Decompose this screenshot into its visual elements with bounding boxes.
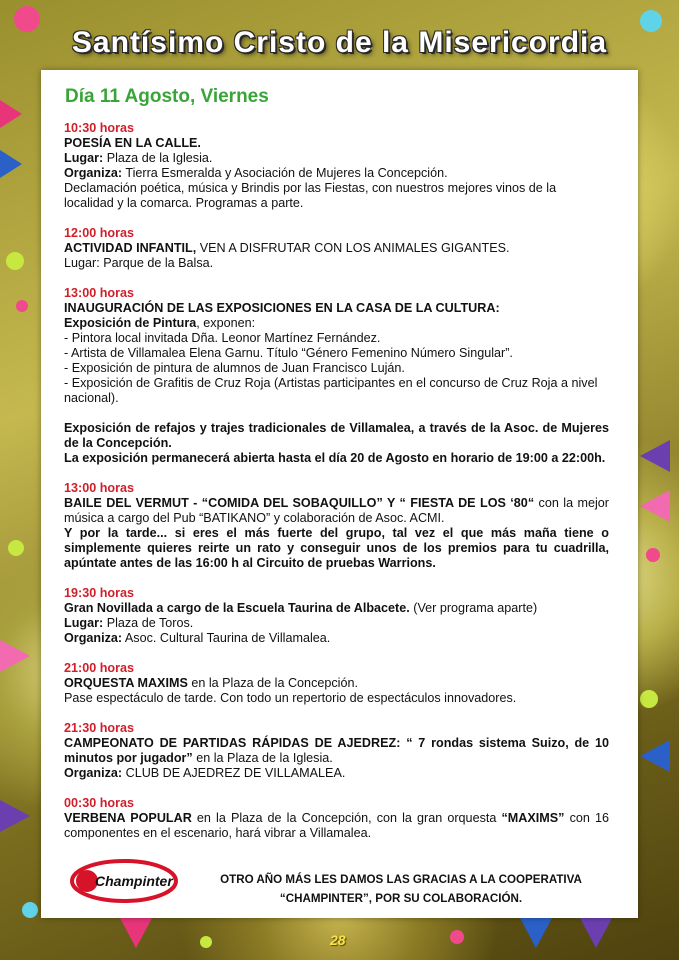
- exhibit-item: - Pintora local invitada Dña. Leonor Martínez Fernández.: [64, 331, 381, 345]
- event-organizer: Organiza: Asoc. Cultural Taurina de Villamalea.: [64, 631, 331, 645]
- event-organizer: Organiza: CLUB DE AJEDREZ DE VILLAMALEA.: [64, 766, 346, 780]
- event-time: 10:30 horas: [64, 121, 135, 135]
- page-title: Santísimo Cristo de la Misericordia: [71, 26, 608, 59]
- event-place: Lugar: Parque de la Balsa.: [64, 256, 214, 270]
- event-time: 13:00 horas: [64, 481, 135, 495]
- logo-text: Champinter: [95, 873, 173, 889]
- exhibit-item: - Exposición de Grafitis de Cruz Roja (Artistas participantes en el concurso de Cruz Roja a nivel nacional).: [64, 376, 598, 405]
- thanks-line-2: “CHAMPINTER”, POR SU COLABORACIÓN.: [279, 892, 523, 905]
- event-time: 00:30 horas: [64, 796, 135, 810]
- event-actividad-infantil: [64, 226, 609, 271]
- event-title-line: CAMPEONATO DE PARTIDAS RÁPIDAS DE AJEDREZ: “ 7 rondas sistema Suizo, de 10 minutos por jugador” en la Plaza de la Iglesia.: [64, 736, 609, 765]
- event-verbena: [64, 796, 609, 841]
- event-place: Lugar: Plaza de Toros.: [64, 616, 194, 630]
- event-time: 19:30 horas: [64, 586, 135, 600]
- exposicion-pintura: Exposición de Pintura, exponen:: [64, 316, 256, 330]
- event-time: 12:00 horas: [64, 226, 135, 240]
- event-orquesta-maxims: [64, 661, 609, 706]
- event-title-line: ORQUESTA MAXIMS en la Plaza de la Concepción.: [64, 676, 358, 690]
- event-time: 13:00 horas: [64, 286, 135, 300]
- event-place: Lugar: Plaza de la Iglesia.: [64, 151, 213, 165]
- event-title-line: VERBENA POPULAR en la Plaza de la Concepción, con la gran orquesta “MAXIMS” con 16 componentes en el escenario, hará vibrar a Villamalea.: [64, 811, 609, 840]
- exhibit-item: - Artista de Villamalea Elena Garnu. Título “Género Femenino Número Singular”.: [64, 346, 513, 360]
- event-title-line: ACTIVIDAD INFANTIL, VEN A DISFRUTAR CON LOS ANIMALES GIGANTES.: [64, 241, 510, 255]
- champinter-logo: [69, 855, 179, 905]
- event-organizer: Organiza: Tierra Esmeralda y Asociación de Mujeres la Concepción.: [64, 166, 448, 180]
- event-time: 21:30 horas: [64, 721, 135, 735]
- program-panel: [41, 70, 638, 918]
- event-novillada: [64, 586, 609, 646]
- page-number: 28: [330, 932, 346, 948]
- exposicion-horario: La exposición permanecerá abierta hasta el día 20 de Agosto en horario de 19:00 a 22:00h.: [64, 451, 606, 465]
- event-title: INAUGURACIÓN DE LAS EXPOSICIONES EN LA CASA DE LA CULTURA:: [64, 301, 500, 315]
- event-baile-vermut: [64, 481, 609, 571]
- event-title-line: BAILE DEL VERMUT - “COMIDA DEL SOBAQUILLO” Y “ FIESTA DE LOS ‘80“ con la mejor música a cargo del Pub “BATIKANO” y colaboración de Asoc. ACMI.: [64, 496, 609, 525]
- event-exposiciones: [64, 286, 609, 466]
- event-description: Declamación poética, música y Brindis por las Fiestas, con nuestros mejores vinos de la localidad y la comarca. Programas a parte.: [64, 181, 557, 210]
- exhibit-item: - Exposición de pintura de alumnos de Juan Francisco Luján.: [64, 361, 405, 375]
- event-description: Pase espectáculo de tarde. Con todo un repertorio de espectáculos innovadores.: [64, 691, 517, 705]
- event-time: 21:00 horas: [64, 661, 135, 675]
- event-title: POESÍA EN LA CALLE.: [64, 136, 201, 150]
- thanks-line-1: OTRO AÑO MÁS LES DAMOS LAS GRACIAS A LA COOPERATIVA: [220, 873, 582, 886]
- thanks-note: [191, 870, 611, 908]
- event-poesia: [64, 121, 609, 211]
- exposicion-refajos: Exposición de refajos y trajes tradicionales de Villamalea, a través de la Asoc. de Mujeres de la Concepción.: [64, 421, 609, 450]
- event-tarde: Y por la tarde... si eres el más fuerte del grupo, tal vez el que más maña tiene o simplemente quieres reirte un rato y conseguir unos de los premios para tu cuadrilla, apúntate antes de las 16:00 h al Circuito de pruebas Warrions.: [64, 526, 609, 570]
- event-ajedrez: [64, 721, 609, 781]
- event-title-line: Gran Novillada a cargo de la Escuela Taurina de Albacete. (Ver programa aparte): [64, 601, 538, 615]
- day-heading: Día 11 Agosto, Viernes: [65, 86, 269, 107]
- schedule: [64, 121, 609, 856]
